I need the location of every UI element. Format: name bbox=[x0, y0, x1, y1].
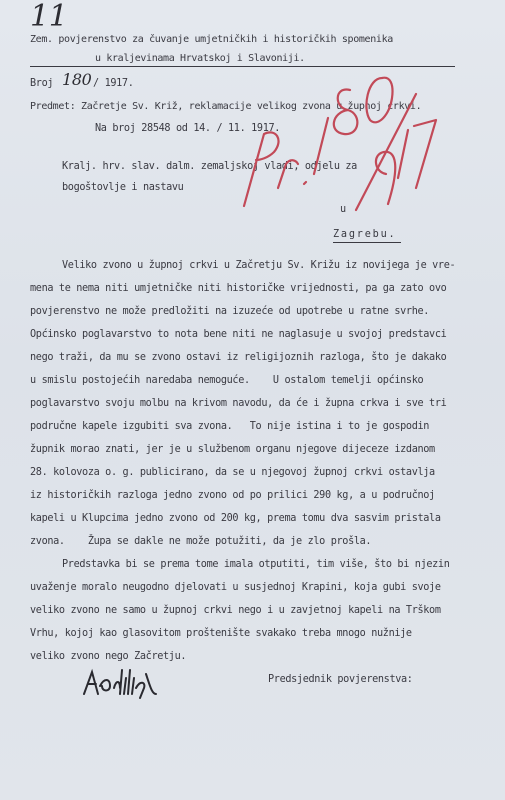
body-p1-line-11: iz historičkih razloga jedno zvono od po prilici 290 kg, a u područnoj bbox=[30, 490, 435, 501]
addressee-line-2: bogoštovlje i nastavu bbox=[62, 182, 184, 193]
body-p1-line-13: zvona. Župa se dakle ne može potužiti, da je zlo prošla. bbox=[30, 536, 372, 547]
body-p1-line-9: župnik morao znati, jer je u službenom organu njegove dijeceze izdanom bbox=[30, 444, 435, 455]
body-p1-line-8: područne kapele izgubiti sva zvona. To nije istina i to je gospodin bbox=[30, 421, 430, 432]
body-p2-line-3: veliko zvono ne samo u župnoj crkvi nego i u zavjetnoj kapeli na Trškom bbox=[30, 605, 441, 616]
body-p1-line-4: Općinsko poglavarstvo to nota bene niti ne naglasuje u svojoj predstavci bbox=[30, 329, 447, 340]
body-p2-line-4: Vrhu, kojoj kao glasovitom proštenište svakako treba mnogo nužnije bbox=[30, 628, 412, 639]
header-line-1: Zem. povjerenstvo za čuvanje umjetničkih i historičkih spomenika bbox=[30, 34, 393, 45]
addressee-city: Zagrebu. bbox=[333, 229, 397, 240]
body-p1-line-3: povjerenstvo ne može predložiti na izuzeće od upotrebe u ratne svrhe. bbox=[30, 306, 430, 317]
ref-number-handwritten: 180 bbox=[62, 70, 92, 89]
body-p1-line-7: poglavarstvo svoju molbu na krivom navodu, da će i župna crkva i sve tri bbox=[30, 398, 447, 409]
red-pencil-annotation bbox=[230, 56, 460, 221]
margin-mark: 11 bbox=[30, 0, 68, 34]
signature-label: Predsjednik povjerenstva: bbox=[268, 674, 413, 685]
subject-line-2: Na broj 28548 od 14. / 11. 1917. bbox=[95, 123, 281, 134]
body-p1-line-6: u smislu postojećih naredaba nemoguće. U ostalom temelji općinsko bbox=[30, 375, 424, 386]
ref-year: / 1917. bbox=[93, 78, 134, 89]
body-p1-line-12: kapeli u Klupcima jedno zvono od 200 kg, prema tomu dva sasvim pristala bbox=[30, 513, 441, 524]
body-p2-line-5: veliko zvono nego Začretju. bbox=[30, 651, 187, 662]
body-p1-line-2: mena te nema niti umjetničke niti historičke vrijednosti, pa ga zato ovo bbox=[30, 283, 447, 294]
addressee-line-1: Kralj. hrv. slav. dalm. zemaljskoj vladi, odjelu za bbox=[62, 161, 357, 172]
ref-prefix: Broj bbox=[30, 78, 54, 89]
city-underline bbox=[333, 242, 401, 243]
body-p1-line-10: 28. kolovoza o. g. publicirano, da se u njegovoj župnoj crkvi ostavlja bbox=[30, 467, 435, 478]
body-p1-line-1: Veliko zvono u župnoj crkvi u Začretju Sv. Križu iz novijega je vre- bbox=[62, 260, 456, 271]
body-p2-line-2: uvaženje moralo neugodno djelovati u susjednoj Krapini, koja gubi svoje bbox=[30, 582, 441, 593]
header-line-2: u kraljevinama Hrvatskoj i Slavoniji. bbox=[95, 53, 305, 64]
body-p1-line-5: nego traži, da mu se zvono ostavi iz religijoznih razloga, što je dakako bbox=[30, 352, 447, 363]
subject-line-1: Predmet: Začretje Sv. Križ, reklamacije velikog zvona u župnoj crkvi. bbox=[30, 101, 422, 112]
body-p2-line-1: Predstavka bi se prema tome imala otputiti, tim više, što bi njezin bbox=[62, 559, 450, 570]
addressee-line-3: u bbox=[340, 204, 346, 215]
handwritten-initials bbox=[80, 664, 160, 704]
